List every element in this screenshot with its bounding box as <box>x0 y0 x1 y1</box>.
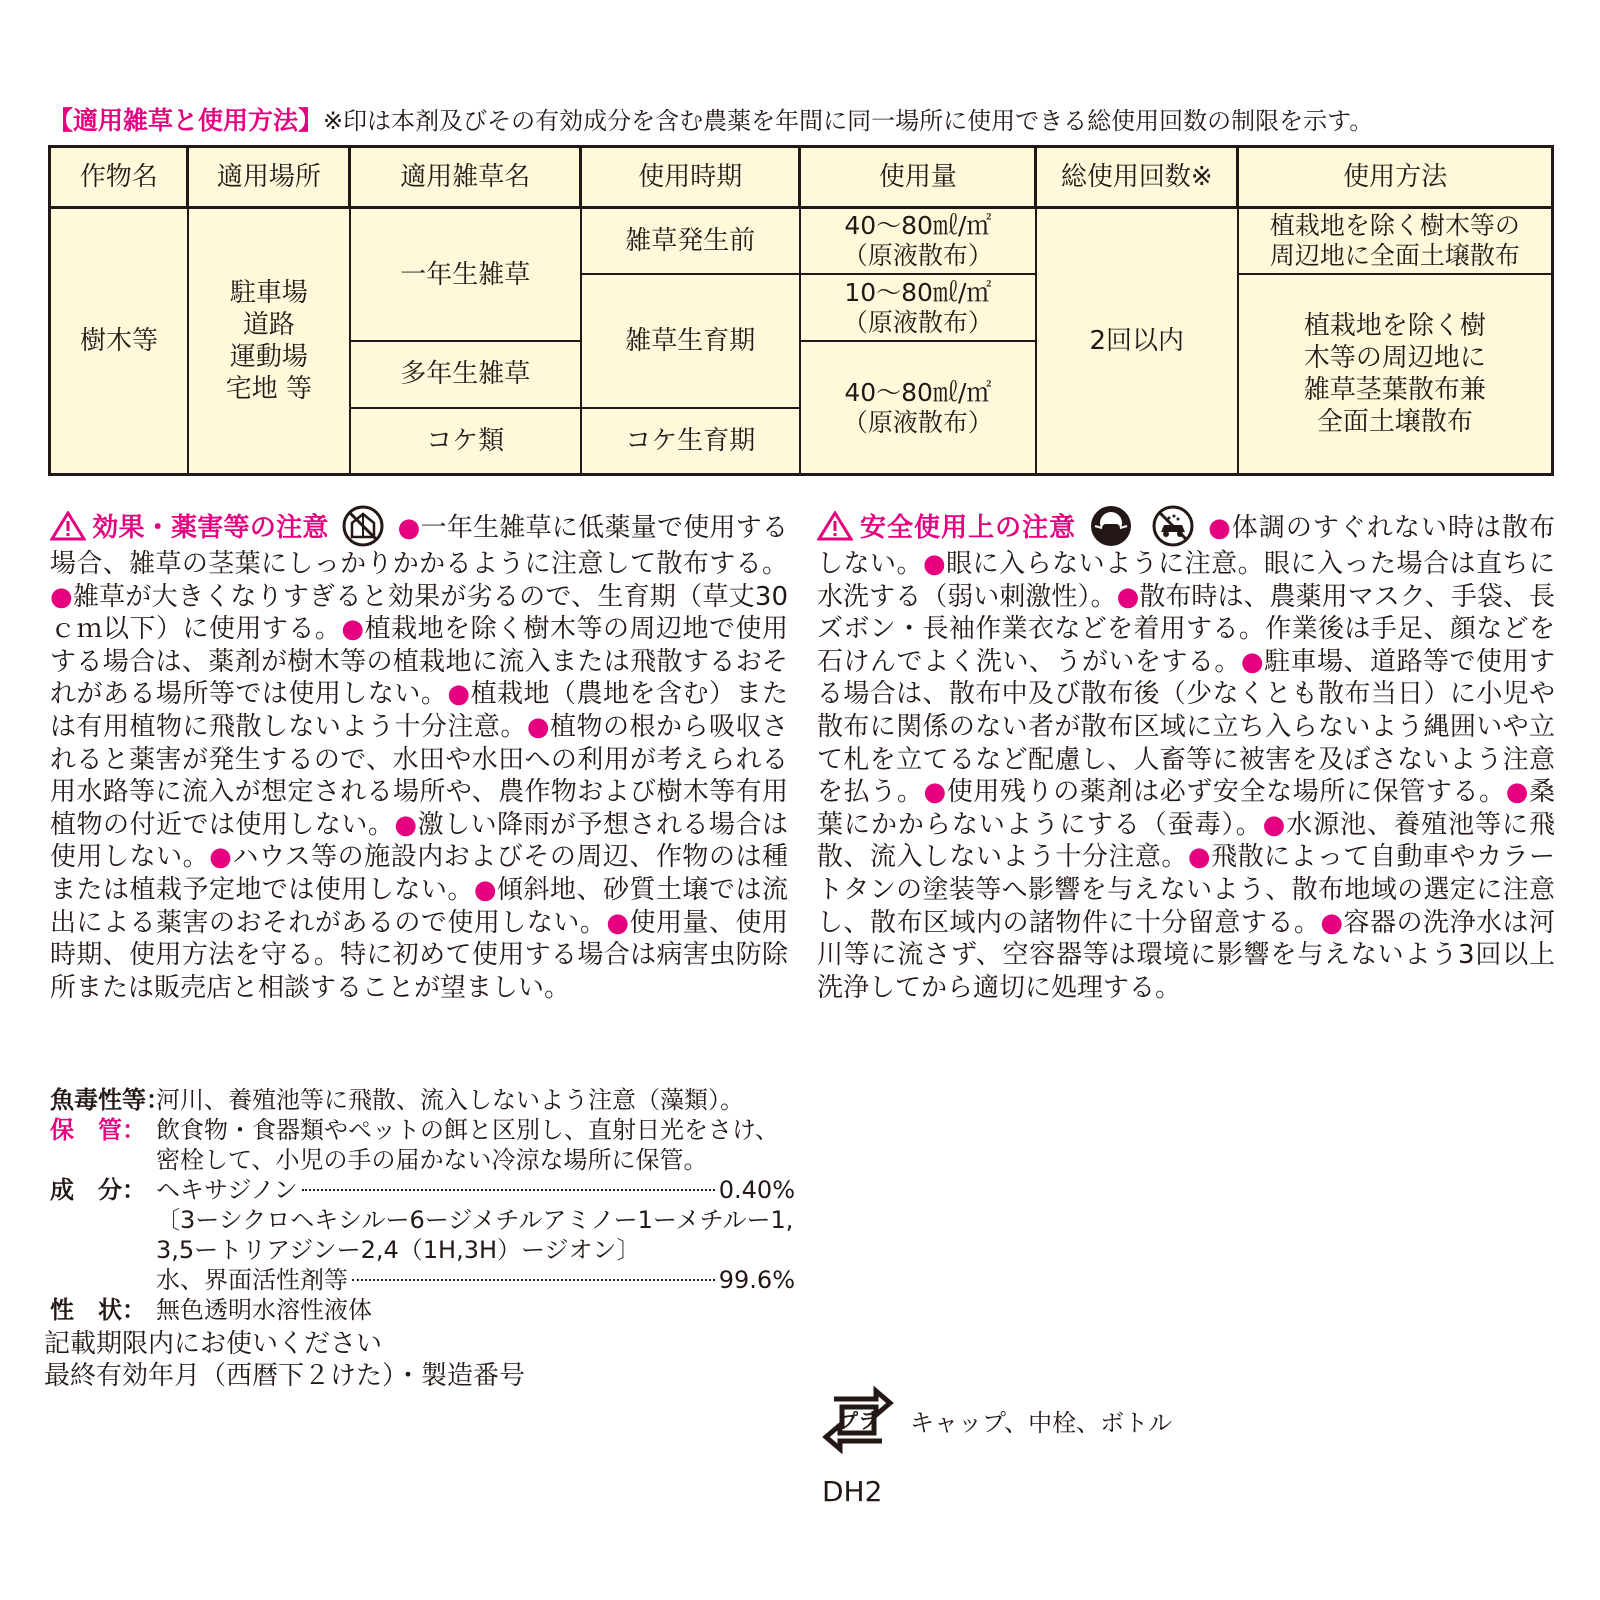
effects-item: 傾斜地、砂質土壌では流出による薬害のおそれがあるので使用しない。 <box>50 874 788 938</box>
recycle-pla-icon <box>820 1385 896 1455</box>
safety-item: 眼に入らないように注意。眼に入った場合は直ちに水洗する（弱い刺激性）。 <box>817 549 1555 612</box>
ingredient-2-row <box>50 1265 795 1295</box>
warning-icon <box>50 511 86 541</box>
usage-header <box>48 104 1373 138</box>
ingredient-2: 水、界面活性剤等 <box>156 1266 348 1294</box>
fish-label: 魚毒性等： <box>50 1086 170 1114</box>
safety-item: 体調のすぐれない時は散布しない。 <box>817 513 1556 579</box>
cell-amount-1: 40～80㎖/㎡ （原液散布） <box>800 208 1036 275</box>
storage-row <box>50 1115 795 1145</box>
recycle-text: キャップ、中栓、ボトル <box>910 1408 1173 1437</box>
safety-item: 散布時は、農薬用マスク、手袋、長ズボン・長袖作業衣などを着用する。作業後は手足、顔などを石けんでよく洗い、うがいをする。 <box>817 581 1555 677</box>
property-label: 性 状： <box>50 1296 146 1324</box>
ingredient-chem-1: 〔3ーシクロヘキシルー6ージメチルアミノー1ーメチルー1, <box>156 1206 794 1234</box>
cell-weed-annual: 一年生雑草 <box>350 208 581 342</box>
safety-item: 桑葉にかからないようにする（蚕毒）。 <box>817 777 1556 840</box>
cell-time-growth: 雑草生育期 <box>581 274 800 408</box>
cell-count: 2回以内 <box>1036 208 1238 475</box>
cell-amount-2: 10～80㎖/㎡ （原液散布） <box>800 274 1036 341</box>
safety-item: 飛散によって自動車やカラートタンの塗装等へ影響を与えないよう、散布地域の選定に注意し、散布区域内の諸物件に十分留意する。 <box>817 842 1555 938</box>
cell-amount-3: 40～80㎖/㎡ （原液散布） <box>800 341 1036 475</box>
mask-icon <box>1089 504 1133 548</box>
table-row <box>50 208 1553 275</box>
effects-section: 効果・薬害等の注意 ●一年生雑草に低薬量で使用する場合、雑草の茎葉にしっかりかかるように注意して散布する。●雑草が大きくなりすぎると効果が劣るので、生育期（草丈30ｃｍ以下）に使用する。●植栽地を除く樹木等の周辺地で使用する場合は、薬剤が樹木等の植栽地に流入または飛散するおそれがある場所等では使用しない。●植栽地（農地を含む）または有用植物に飛散しないよう十分注意。●植物の根から吸収されると薬害が発生するので、水田や水田への利用が考えられる用水路等に流入が想定される場所や、農作物および樹木等有用植物の付近では使用しない。●激しい降雨が予想される場合は使用しない。●ハウス等の施設内およびその周辺、作物のは種または植栽予定地では使用しない。●傾斜地、砂質土壌では流出による薬害のおそれがあるので使用しない。●使用量、使用時期、使用方法を守る。特に初めて使用する場合は病害虫防除所または販売店と相談することが望ましい。 <box>50 504 788 1004</box>
ingredient-2-pct: 99.6% <box>718 1266 795 1294</box>
no-greenhouse-icon <box>341 504 385 548</box>
storage-label: 保 管： <box>50 1116 146 1144</box>
cell-place: 駐車場 道路 運動場 宅地 等 <box>188 208 350 475</box>
expiry-note <box>44 1328 525 1392</box>
header-weed: 適用雑草名 <box>350 147 581 208</box>
cell-weed-perennial: 多年生雑草 <box>350 341 581 408</box>
effects-item: 植物の根から吸収されると薬害が発生するので、水田や水田への利用が考えられる用水路等に流入が想定される場所や、農作物および樹木等有用植物の付近では使用しない。 <box>50 711 788 840</box>
header-crop: 作物名 <box>50 147 188 208</box>
cell-method-2: 植栽地を除く樹 木等の周辺地に 雑草茎葉散布兼 全面土壌散布 <box>1238 274 1553 474</box>
effects-item: 一年生雑草に低薬量で使用する場合、雑草の茎葉にしっかりかかるように注意して散布する。 <box>50 513 789 579</box>
table-header-row <box>50 147 1553 208</box>
warning-icon <box>817 511 853 541</box>
ingredient-chem-2: 3,5ートリアジンー2,4（1H,3H）ージオン〕 <box>156 1236 641 1264</box>
effects-item: 雑草が大きくなりすぎると効果が劣るので、生育期（草丈30ｃｍ以下）に使用する。 <box>50 581 788 645</box>
cell-time-pre: 雑草発生前 <box>581 208 800 275</box>
usage-note: ※印は本剤及びその有効成分を含む農薬を年間に同一場所に使用できる総使用回数の制限を示す。 <box>323 107 1374 135</box>
safety-item: 駐車場、道路等で使用する場合は、散布中及び散布後（少なくとも散布当日）に小児や散布に関係のない者が散布区域に立ち入らないよう縄囲いや立て札を立てるなど配慮し、人畜等に被害を及ぼさないよう注意を払う。 <box>817 646 1555 808</box>
ingredient-1: ヘキサジノン <box>156 1176 298 1204</box>
header-count: 総使用回数※ <box>1036 147 1238 208</box>
safety-item: 水源池、養殖池等に飛散、流入しないよう十分注意。 <box>817 809 1555 873</box>
safety-item: 容器の洗浄水は河川等に流さず、空容器等は環境に影響を与えないよう3回以上洗浄してから適切に処理する。 <box>817 907 1555 1003</box>
expiry-line-2: 最終有効年月（西暦下２けた）・製造番号 <box>44 1361 526 1391</box>
effects-item: 使用量、使用時期、使用方法を守る。特に初めて使用する場合は病害虫防除所または販売店と相談することが望ましい。 <box>50 907 788 1003</box>
product-info <box>50 1085 795 1325</box>
expiry-line-1: 記載期限内にお使いください <box>44 1329 383 1359</box>
cell-crop: 樹木等 <box>50 208 188 475</box>
ingredient-1-pct: 0.40% <box>718 1176 795 1204</box>
effects-heading: 効果・薬害等の注意 <box>92 513 329 543</box>
product-code: DH2 <box>822 1475 883 1508</box>
effects-item: 激しい降雨が予想される場合は使用しない。 <box>50 809 788 873</box>
ingredient-row <box>50 1175 795 1205</box>
fish-toxicity-row <box>50 1085 795 1115</box>
usage-title: 【適用雑草と使用方法】 <box>48 106 324 135</box>
header-place: 適用場所 <box>188 147 350 208</box>
no-car-spray-icon <box>1151 504 1195 548</box>
recycle-mark <box>820 1385 1172 1455</box>
cell-time-moss: コケ生育期 <box>581 408 800 475</box>
ingredient-label: 成 分： <box>50 1176 146 1204</box>
storage-text-2: 密栓して、小児の手の届かない冷涼な場所に保管。 <box>156 1146 708 1174</box>
property-text: 無色透明水溶性液体 <box>156 1296 372 1324</box>
cell-weed-moss: コケ類 <box>350 408 581 475</box>
header-time: 使用時期 <box>581 147 800 208</box>
storage-text: 飲食物・食器類やペットの餌と区別し、直射日光をさけ、 <box>156 1116 780 1144</box>
cell-method-1: 植栽地を除く樹木等の 周辺地に全面土壌散布 <box>1238 208 1553 275</box>
fish-text: 河川、養殖池等に飛散、流入しないよう注意（藻類）。 <box>156 1086 744 1114</box>
safety-section: 安全使用上の注意 ●体調のすぐれない時は散布しない。●眼に入らないように注意。眼に入った場合は直ちに水洗する（弱い刺激性）。●散布時は、農薬用マスク、手袋、長ズボン・長袖作業衣などを着用する。作業後は手足、顔などを石けんでよく洗い、うがいをする。●駐車場、道路等で使用する場合は、散布中及び散布後（少なくとも散布当日）に小児や散布に関係のない者が散布区域に立ち入らないよう縄囲いや立て札を立てるなど配慮し、人畜等に被害を及ぼさないよう注意を払う。●使用残りの薬剤は必ず安全な場所に保管する。●桑葉にかからないようにする（蚕毒）。●水源池、養殖池等に飛散、流入しないよう十分注意。●飛散によって自動車やカラートタンの塗装等へ影響を与えないよう、散布地域の選定に注意し、散布区域内の諸物件に十分留意する。●容器の洗浄水は河川等に流さず、空容器等は環境に影響を与えないよう3回以上洗浄してから適切に処理する。 <box>817 504 1555 1004</box>
header-amount: 使用量 <box>800 147 1036 208</box>
effects-item: 植栽地（農地を含む）または有用植物に飛散しないよう十分注意。 <box>50 679 788 742</box>
effects-item: 植栽地を除く樹木等の周辺地で使用する場合は、薬剤が樹木等の植栽地に流入または飛散するおそれがある場所等では使用しない。 <box>50 614 788 710</box>
usage-table <box>48 145 1554 476</box>
recycle-mark-text: プラ <box>838 1409 878 1433</box>
safety-heading: 安全使用上の注意 <box>859 513 1077 543</box>
header-method: 使用方法 <box>1238 147 1553 208</box>
safety-item: 使用残りの薬剤は必ず安全な場所に保管する。 <box>946 777 1506 808</box>
effects-item: ハウス等の施設内およびその周辺、作物のは種または植栽予定地では使用しない。 <box>50 842 788 905</box>
property-row <box>50 1295 795 1325</box>
